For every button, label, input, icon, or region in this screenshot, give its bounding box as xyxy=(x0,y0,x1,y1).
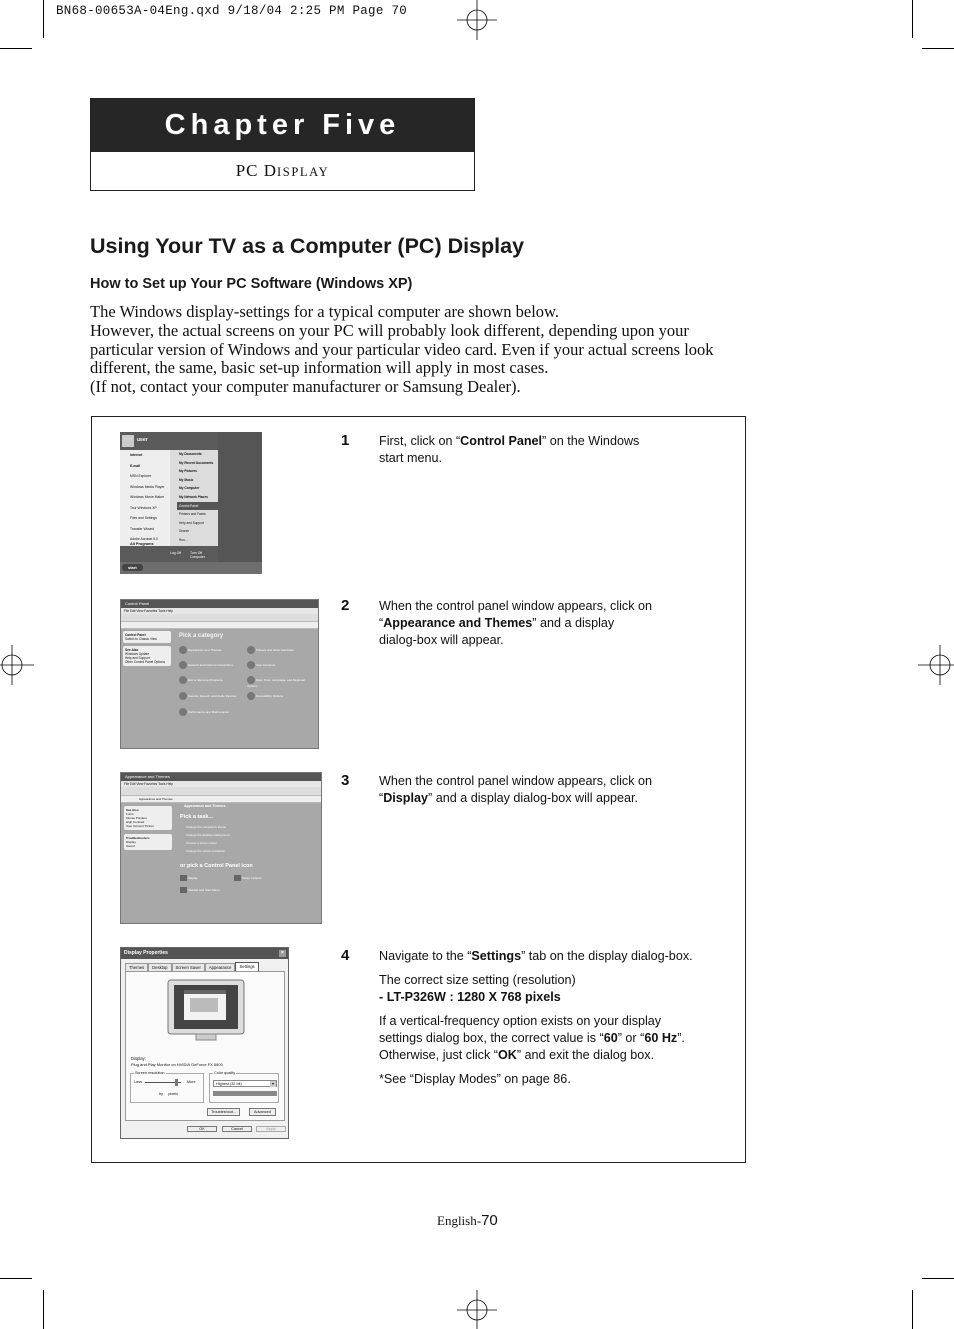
task-link[interactable]: Change the desktop background xyxy=(186,833,230,837)
side-heading: Control Panel xyxy=(125,633,146,637)
category-item[interactable]: Printers and Other Hardware xyxy=(247,646,294,654)
color-bar xyxy=(213,1091,277,1096)
troubleshooter-link[interactable]: Display xyxy=(126,840,136,844)
page-footer: English-70 xyxy=(437,1212,498,1229)
appearance-themes-screenshot xyxy=(120,772,322,924)
start-item[interactable]: Files and Settings Transfer Wizard xyxy=(130,516,157,531)
intro-paragraph: The Windows display-settings for a typical computer are shown below. However, the actual screens on your PC will probably look different, depending upon your particular version of Windows and your particular video card. Even if your actual screens look different, the same, basic set-up information will apply in most cases. (If not, contact your computer manufacturer or Samsung Dealer). xyxy=(90,302,714,397)
crop-mark xyxy=(912,0,913,38)
category-item[interactable]: Performance and Maintenance xyxy=(179,708,229,716)
crop-mark xyxy=(922,1278,954,1279)
start-item[interactable]: My Computer xyxy=(179,486,200,491)
start-item[interactable]: My Documents xyxy=(179,452,202,456)
start-menu-screenshot xyxy=(120,432,262,574)
display-icon-link[interactable]: Display xyxy=(180,875,198,881)
chapter-header xyxy=(90,98,475,191)
start-button[interactable]: start xyxy=(122,564,143,571)
window-title: Appearance and Themes xyxy=(121,773,321,781)
see-also-heading: See Also xyxy=(125,648,139,652)
resolution-value: by pixels xyxy=(159,1092,178,1096)
menu-bar: File Edit View Favorites Tools Help xyxy=(121,781,321,787)
close-icon[interactable]: × xyxy=(279,950,286,957)
task-link[interactable]: Choose a screen saver xyxy=(186,841,217,845)
step-number: 1 xyxy=(341,432,350,449)
display-properties-screenshot xyxy=(120,947,289,1139)
start-item[interactable]: My Network Places xyxy=(179,494,208,499)
start-item[interactable]: Windows Movie Maker xyxy=(130,495,165,499)
start-item[interactable]: Help and Support xyxy=(179,520,204,525)
tab-screen-saver[interactable]: Screen Saver xyxy=(172,963,205,972)
print-slug: BN68-00653A-04Eng.qxd 9/18/04 2:25 PM Page 70 xyxy=(56,4,408,18)
troubleshooters-heading: Troubleshooters xyxy=(126,836,150,840)
screen-resolution-label: Screen resolution xyxy=(135,1071,165,1075)
dialog-title: Display Properties xyxy=(124,950,168,956)
registration-mark-icon xyxy=(457,1290,497,1329)
start-item[interactable]: Internet xyxy=(130,453,143,457)
menu-bar: File Edit View Favorites Tools Help xyxy=(121,608,318,614)
start-item[interactable]: Windows Media Player xyxy=(130,484,165,489)
start-item[interactable]: Adobe Acrobat 5.0 xyxy=(130,537,158,541)
see-also-link[interactable]: Help and Support xyxy=(125,656,150,660)
or-pick-heading: or pick a Control Panel icon xyxy=(180,863,253,869)
chapter-title: Chapter Five xyxy=(91,99,474,152)
start-menu-user: user xyxy=(137,437,148,443)
start-item[interactable]: Tour Windows XP xyxy=(130,505,157,510)
start-item[interactable]: My Recent Documents xyxy=(179,460,214,465)
control-panel-item[interactable]: Control Panel xyxy=(177,502,218,511)
page-number: 70 xyxy=(481,1212,498,1229)
logoff-button[interactable]: Log Off xyxy=(170,551,182,555)
see-also-link[interactable]: User Account Picture xyxy=(126,824,155,828)
tab-themes[interactable]: Themes xyxy=(125,963,148,972)
window-title: Control Panel xyxy=(121,600,318,608)
section-subheading: How to Set up Your PC Software (Windows XP) xyxy=(90,276,413,292)
tab-desktop[interactable]: Desktop xyxy=(148,963,171,972)
address-bar[interactable]: Appearance and Themes xyxy=(121,796,321,803)
category-item[interactable]: Accessibility Options xyxy=(247,692,283,700)
folder-options-link[interactable]: Folder Options xyxy=(234,875,262,881)
troubleshooter-link[interactable]: Sound xyxy=(126,844,135,848)
crop-mark xyxy=(43,0,44,38)
category-appearance[interactable]: Appearance and Themes xyxy=(179,646,221,654)
tab-appearance[interactable]: Appearance xyxy=(205,963,236,972)
step-number: 4 xyxy=(341,947,350,964)
page-heading: Using Your TV as a Computer (PC) Display xyxy=(90,234,525,258)
step-2-text: When the control panel window appears, click on “Appearance and Themes” and a display dialog-box will appear. xyxy=(379,599,653,647)
advanced-button[interactable]: Advanced xyxy=(249,1108,276,1116)
switch-classic-link[interactable]: Switch to Classic View xyxy=(125,637,157,641)
see-also-link[interactable]: Fonts xyxy=(126,812,134,816)
more-label: More xyxy=(187,1080,196,1084)
crop-mark xyxy=(912,1290,913,1329)
chevron-down-icon: ▾ xyxy=(271,1081,274,1086)
step-number: 2 xyxy=(341,597,350,614)
see-also-link[interactable]: High Contrast xyxy=(126,820,145,824)
tab-settings[interactable]: Settings xyxy=(235,962,258,972)
see-also-link[interactable]: Other Control Panel Options xyxy=(125,660,166,664)
task-link[interactable]: Change the computer's theme xyxy=(186,825,227,829)
category-item[interactable]: Sounds, Speech, and Audio Devices xyxy=(179,692,236,700)
start-item[interactable]: My Pictures xyxy=(179,469,197,474)
start-item[interactable]: E-mail xyxy=(130,463,141,468)
step-3-text: When the control panel window appears, click on “Display” and a display dialog-box will appear. xyxy=(379,774,653,805)
step-1-text: First, click on “Control Panel” on the Windows start menu. xyxy=(379,434,640,465)
registration-mark-icon xyxy=(914,645,954,685)
monitor-icon xyxy=(166,978,246,1044)
registration-mark-icon xyxy=(457,0,497,40)
crop-mark xyxy=(43,1290,44,1329)
panel-heading: Appearance and Themes xyxy=(184,804,226,808)
crop-mark xyxy=(922,48,954,49)
category-item[interactable]: Add or Remove Programs xyxy=(179,676,222,684)
crop-mark xyxy=(0,1278,32,1279)
color-quality-label: Color quality xyxy=(214,1071,236,1075)
category-item[interactable]: Network and Internet Connections xyxy=(179,661,233,669)
start-item[interactable]: Run... xyxy=(179,537,188,542)
cancel-button[interactable]: Cancel xyxy=(222,1126,252,1132)
monitor-name: Plug and Play Monitor on NVIDIA GeForce FX 5600 xyxy=(131,1062,223,1067)
control-panel-screenshot xyxy=(120,599,319,749)
see-also-link[interactable]: Mouse Pointers xyxy=(126,816,147,820)
task-link[interactable]: Change the screen resolution xyxy=(186,849,226,853)
all-programs-button[interactable]: All Programs xyxy=(130,542,154,546)
display-label: Display: xyxy=(131,1056,146,1061)
taskbar-link[interactable]: Taskbar and Start Menu xyxy=(180,887,220,893)
category-item[interactable]: User Accounts xyxy=(247,661,275,669)
slider-thumb[interactable] xyxy=(175,1079,178,1086)
pick-category-heading: Pick a category xyxy=(179,633,224,639)
chapter-subtitle: PC DISPLAY xyxy=(235,161,330,180)
apply-button[interactable]: Apply xyxy=(256,1126,286,1132)
registration-mark-icon xyxy=(0,645,40,685)
see-also-link[interactable]: Windows Update xyxy=(125,652,150,656)
step-number: 3 xyxy=(341,772,350,789)
troubleshoot-button[interactable]: Troubleshoot... xyxy=(207,1108,240,1116)
start-item[interactable]: MSN Explorer xyxy=(130,474,152,478)
steps-panel xyxy=(91,416,746,1163)
start-item[interactable]: Search xyxy=(179,529,190,534)
color-quality-select[interactable]: Highest (32 bit) ▾ xyxy=(213,1080,277,1087)
step-4-text: Navigate to the “Settings” tab on the display dialog-box. The correct size setting (resolution) - LT-P326W : 1280 X 768 pixels If a vertical-frequency option exists on your display settings dialog box, the correct value is “60” or “60 Hz”. Otherwise, just click “OK” and exit the dialog box. *See “Display Modes” on page 86. xyxy=(379,949,693,1086)
crop-mark xyxy=(0,48,32,49)
ok-button[interactable]: OK xyxy=(187,1126,217,1132)
less-label: Less xyxy=(134,1080,143,1084)
pick-task-heading: Pick a task... xyxy=(180,814,214,820)
start-item[interactable]: Printers and Faxes xyxy=(179,512,206,517)
see-also-heading: See Also xyxy=(126,808,139,812)
category-item[interactable]: Date, Time, Language, and Regional Options xyxy=(247,677,305,688)
start-item[interactable]: My Music xyxy=(179,477,194,482)
turnoff-button[interactable]: Turn Off Computer xyxy=(190,551,205,559)
